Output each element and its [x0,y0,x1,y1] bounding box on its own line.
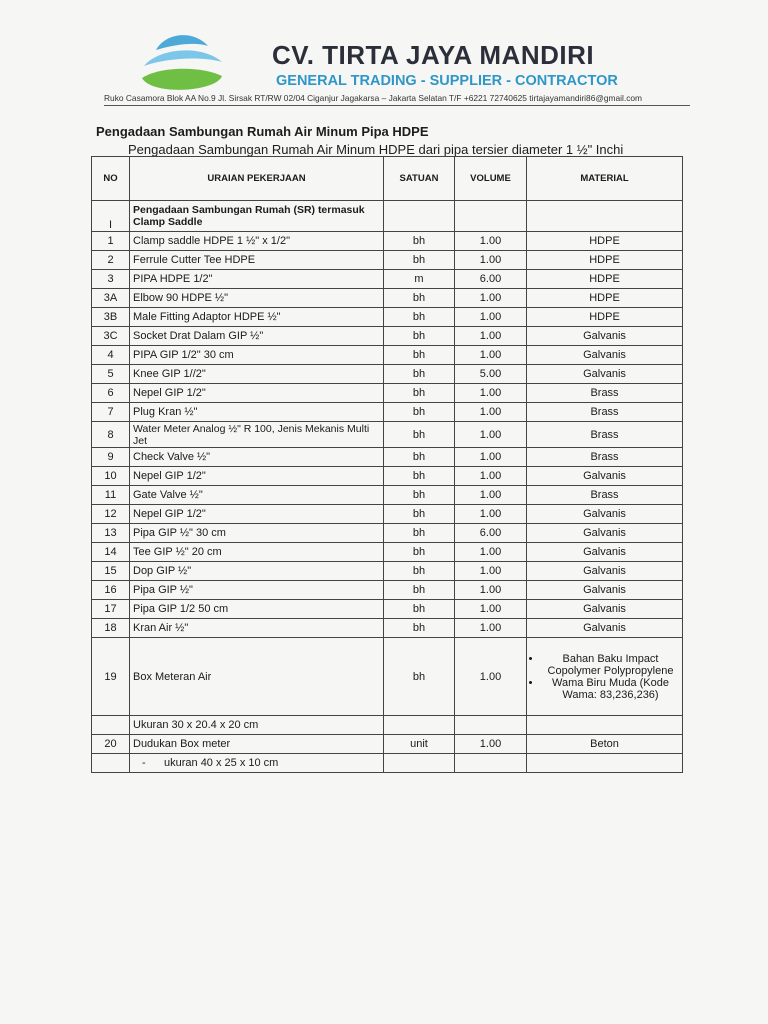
item-volume [455,716,527,735]
item-no [92,716,130,735]
item-material: HDPE [527,251,683,270]
item-unit: bh [384,505,455,524]
item-no: 9 [92,448,130,467]
item-description: Check Valve ½" [130,448,384,467]
item-volume: 1.00 [455,327,527,346]
item-no: 13 [92,524,130,543]
item-material: Galvanis [527,619,683,638]
table-row [92,505,683,524]
item-unit: bh [384,524,455,543]
item-material: HDPE [527,270,683,289]
item-no: 11 [92,486,130,505]
item-volume: 1.00 [455,562,527,581]
item-description: Box Meteran Air [130,638,384,716]
item-no: 12 [92,505,130,524]
item-no: 1 [92,232,130,251]
item-volume: 1.00 [455,448,527,467]
header-description: URAIAN PEKERJAAN [130,157,384,201]
item-material: Brass [527,448,683,467]
item-description: Elbow 90 HDPE ½" [130,289,384,308]
item-volume [455,754,527,773]
item-unit: bh [384,467,455,486]
table-row [92,384,683,403]
header-volume: VOLUME [455,157,527,201]
item-description: Ferrule Cutter Tee HDPE [130,251,384,270]
item-volume: 1.00 [455,486,527,505]
document-title: Pengadaan Sambungan Rumah Air Minum Pipa HDPE [96,124,429,139]
item-no: 3 [92,270,130,289]
item-volume: 1.00 [455,251,527,270]
table-row [92,581,683,600]
item-no: 8 [92,422,130,448]
header-material: MATERIAL [527,157,683,201]
item-volume: 1.00 [455,638,527,716]
table-header-row [92,157,683,201]
table-row [92,251,683,270]
item-material: Galvanis [527,365,683,384]
item-unit: bh [384,486,455,505]
item-no: 3B [92,308,130,327]
item-description: Male Fitting Adaptor HDPE ½" [130,308,384,327]
item-material: Galvanis [527,346,683,365]
item-material: Galvanis [527,581,683,600]
company-name: CV. TIRTA JAYA MANDIRI [272,40,595,70]
item-material: Galvanis [527,467,683,486]
item-volume: 1.00 [455,384,527,403]
item-description: Knee GIP 1//2" [130,365,384,384]
material-bullet-item: • Wama Biru Muda (Kode Wama: 83,236,236) [542,677,679,701]
table-row [92,308,683,327]
item-description: Pipa GIP ½" 30 cm [130,524,384,543]
header-no: NO [92,157,130,201]
table-row [92,619,683,638]
document-subtitle: Pengadaan Sambungan Rumah Air Minum HDPE dari pipa tersier diameter 1 ½" Inchi [128,142,624,157]
item-no: 2 [92,251,130,270]
item-no: 14 [92,543,130,562]
section-volume [455,201,527,232]
item-description: Tee GIP ½" 20 cm [130,543,384,562]
table-row [92,716,683,735]
item-material: Brass [527,403,683,422]
item-no: 16 [92,581,130,600]
item-material: Galvanis [527,505,683,524]
company-tagline: GENERAL TRADING - SUPPLIER - CONTRACTOR [276,73,618,89]
item-unit: bh [384,251,455,270]
table-row [92,403,683,422]
table-row [92,327,683,346]
item-unit: bh [384,422,455,448]
item-description: Ukuran 30 x 20.4 x 20 cm [130,716,384,735]
table-row [92,346,683,365]
item-volume: 1.00 [455,735,527,754]
table-row [92,486,683,505]
item-unit [384,716,455,735]
item-material: Brass [527,422,683,448]
item-description: Clamp saddle HDPE 1 ½" x 1/2" [130,232,384,251]
table-row [92,543,683,562]
item-description: Pipa GIP 1/2 50 cm [130,600,384,619]
item-material: Brass [527,384,683,403]
item-description: Pipa GIP ½" [130,581,384,600]
item-volume: 6.00 [455,270,527,289]
section-description: Pengadaan Sambungan Rumah (SR) termasuk Clamp Saddle [130,201,384,232]
item-volume: 1.00 [455,581,527,600]
section-material [527,201,683,232]
item-no: 5 [92,365,130,384]
section-no: I [92,201,130,232]
item-volume: 1.00 [455,619,527,638]
item-description: Water Meter Analog ½" R 100, Jenis Mekanis Multi Jet [130,422,384,448]
item-description: PIPA GIP 1/2" 30 cm [130,346,384,365]
item-volume: 1.00 [455,346,527,365]
table-row [92,232,683,251]
item-material: Galvanis [527,543,683,562]
table-row [92,467,683,486]
item-no: 19 [92,638,130,716]
table-row [92,600,683,619]
item-no: 10 [92,467,130,486]
work-items-table [91,156,683,773]
item-volume: 1.00 [455,232,527,251]
item-volume: 1.00 [455,543,527,562]
item-volume: 1.00 [455,403,527,422]
item-volume: 1.00 [455,308,527,327]
item-unit: bh [384,365,455,384]
table-row [92,448,683,467]
table-row [92,754,683,773]
item-material: Galvanis [527,562,683,581]
item-unit: bh [384,638,455,716]
item-material: HDPE [527,232,683,251]
item-unit [384,754,455,773]
item-no [92,754,130,773]
item-material [527,716,683,735]
item-description: Kran Air ½" [130,619,384,638]
item-material [527,754,683,773]
item-material: HDPE [527,308,683,327]
letterhead [0,0,768,110]
item-unit: bh [384,581,455,600]
table-row [92,562,683,581]
table-row [92,638,683,716]
item-description: Nepel GIP 1/2" [130,467,384,486]
item-description: Dudukan Box meter [130,735,384,754]
item-unit: unit [384,735,455,754]
item-description: Dop GIP ½" [130,562,384,581]
material-bullet-item: • Bahan Baku Impact Copolymer Polypropylene [542,653,679,677]
item-no: 6 [92,384,130,403]
item-volume: 1.00 [455,289,527,308]
material-bullet-list [530,653,679,701]
item-no: 7 [92,403,130,422]
item-unit: bh [384,600,455,619]
item-unit: bh [384,346,455,365]
item-volume: 5.00 [455,365,527,384]
item-unit: bh [384,308,455,327]
item-unit: bh [384,384,455,403]
table-row [92,735,683,754]
table-row [92,422,683,448]
item-material: Galvanis [527,524,683,543]
table-row [92,365,683,384]
item-volume: 1.00 [455,505,527,524]
item-no: 17 [92,600,130,619]
item-no: 4 [92,346,130,365]
item-no: 18 [92,619,130,638]
item-description: PIPA HDPE 1/2" [130,270,384,289]
item-material: Galvanis [527,327,683,346]
item-description: Plug Kran ½" [130,403,384,422]
item-description: Socket Drat Dalam GIP ½" [130,327,384,346]
item-unit: m [384,270,455,289]
item-material [527,638,683,716]
item-material: Galvanis [527,600,683,619]
item-unit: bh [384,619,455,638]
item-unit: bh [384,403,455,422]
item-volume: 1.00 [455,600,527,619]
item-material: HDPE [527,289,683,308]
table-body [92,201,683,773]
item-material: Beton [527,735,683,754]
item-no: 20 [92,735,130,754]
header-unit: SATUAN [384,157,455,201]
item-description: Nepel GIP 1/2" [130,384,384,403]
item-unit: bh [384,289,455,308]
item-unit: bh [384,448,455,467]
item-description: Gate Valve ½" [130,486,384,505]
table-row [92,289,683,308]
table-row [92,524,683,543]
item-unit: bh [384,232,455,251]
item-description: - ukuran 40 x 25 x 10 cm [130,754,384,773]
item-description: Nepel GIP 1/2" [130,505,384,524]
item-unit: bh [384,327,455,346]
table-row [92,270,683,289]
item-no: 15 [92,562,130,581]
item-unit: bh [384,562,455,581]
company-logo-icon [136,26,226,98]
item-material: Brass [527,486,683,505]
item-volume: 1.00 [455,422,527,448]
section-unit [384,201,455,232]
item-no: 3C [92,327,130,346]
company-address: Ruko Casamora Blok AA No.9 Jl. Sirsak RT/RW 02/04 Ciganjur Jagakarsa – Jakarta Selatan T/F +6221 72740625 tirtajayamandiri86@gmail.com [104,93,690,106]
section-row [92,201,683,232]
item-volume: 1.00 [455,467,527,486]
item-unit: bh [384,543,455,562]
item-volume: 6.00 [455,524,527,543]
item-no: 3A [92,289,130,308]
